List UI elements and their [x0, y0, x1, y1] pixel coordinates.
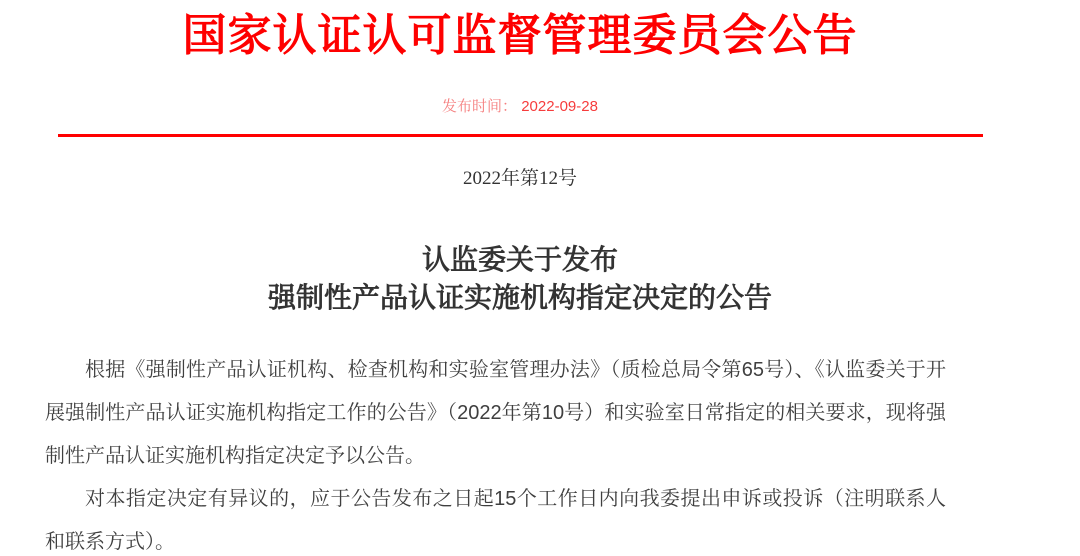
red-divider	[58, 134, 983, 137]
announcement-heading	[45, 241, 995, 317]
publish-time-label: 发布时间：	[442, 98, 518, 115]
publish-info	[45, 96, 995, 118]
announcement-body	[45, 349, 946, 556]
paragraph-basis: 根据《强制性产品认证机构、检查机构和实验室管理办法》（质检总局令第65号）、《认监委关于开展强制性产品认证实施机构指定工作的公告》（2022年第10号）和实验室日常指定的相关要求，现将强制性产品认证实施机构指定决定予以公告。	[45, 359, 946, 467]
publish-date: 2022-09-28	[521, 98, 598, 115]
paragraph-objection: 对本指定决定有异议的，应于公告发布之日起15个工作日内向我委提出申诉或投诉（注明联系人和联系方式）。	[45, 488, 946, 553]
announcement-heading-line-2: 强制性产品认证实施机构指定决定的公告	[267, 282, 772, 313]
announcement-container	[45, 0, 995, 556]
page-title: 国家认证认可监督管理委员会公告	[182, 11, 858, 60]
doc-number: 2022年第12号	[462, 168, 577, 189]
announcement-heading-line-1: 认监委关于发布	[421, 244, 618, 275]
